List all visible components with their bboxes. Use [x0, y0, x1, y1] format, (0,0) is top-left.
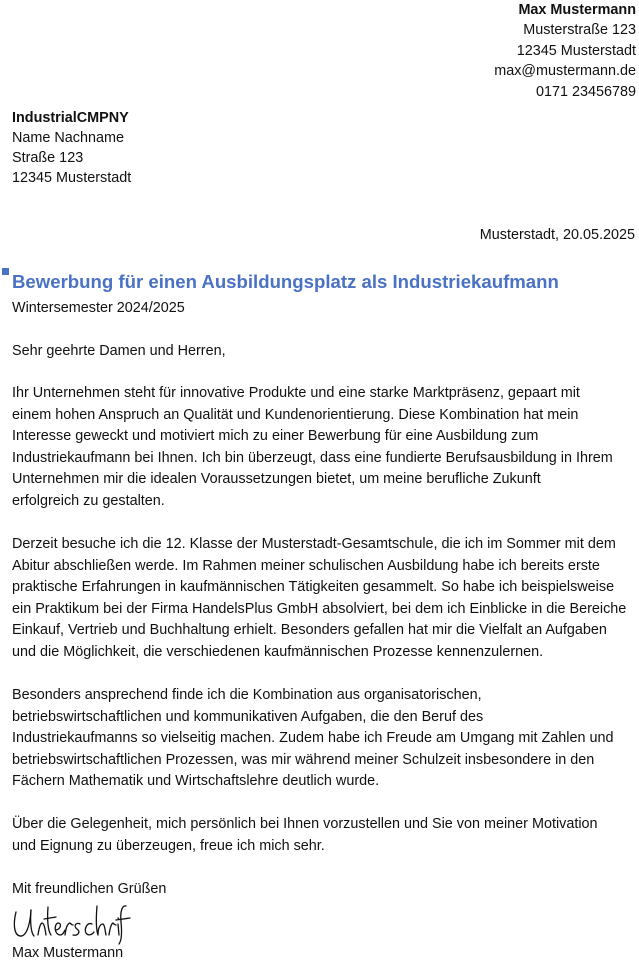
sender-city: 12345 Musterstadt: [516, 42, 636, 59]
recipient-contact: Name Nachname: [12, 130, 124, 146]
body-paragraph-4: [12, 814, 638, 857]
paragraph-line: Derzeit besuche ich die 12. Klasse der Musterstadt-Gesamtschule, die ich im Sommer mit dem: [12, 536, 616, 552]
paragraph-line: Ihr Unternehmen steht für innovative Produkte und eine starke Marktpräsenz, gepaart mit: [12, 385, 580, 401]
handwritten-signature: [10, 902, 132, 946]
paragraph-line: Fächern Mathematik und Wirtschaftslehre deutlich wurde.: [12, 773, 380, 789]
paragraph-line: betriebswirtschaftlichen Prozessen, was mir während meiner Schulzeit insbesondere in den: [12, 751, 595, 768]
body-paragraph-2: [12, 534, 638, 663]
sender-email: max@mustermann.de: [494, 63, 636, 80]
body-paragraph-1: [12, 383, 638, 512]
paragraph-line: und Eignung zu überzeugen, freue ich mich sehr.: [12, 837, 325, 854]
sender-block: [494, 0, 636, 102]
signer-name: Max Mustermann: [12, 945, 124, 961]
paragraph-line: betriebswirtschaftlichen und kommunikativen Aufgaben, die den Beruf des: [12, 708, 484, 725]
letter-subject: Bewerbung für einen Ausbildungsplatz als Industriekaufmann: [12, 271, 559, 292]
sender-phone: 0171 23456789: [535, 83, 636, 100]
paragraph-line: praktische Erfahrungen in kaufmännischen Tätigkeiten gesammelt. So habe ich beispielsweise: [12, 579, 615, 595]
letter-subline: Wintersemester 2024/2025: [12, 300, 185, 316]
paragraph-line: Industriekaufmann bei Ihnen. Ich bin überzeugt, dass eine fundierte Berufsausbildung in Ihrem: [12, 449, 613, 466]
body-paragraph-3: [12, 685, 638, 793]
paragraph-line: erfolgreich zu gestalten.: [12, 492, 165, 509]
paragraph-line: Einkauf, Vertrieb und Buchhaltung erhielt. Besonders gefallen hat mir die Vielfalt an Aufgaben: [12, 622, 607, 638]
recipient-block: [12, 108, 131, 188]
recipient-street: Straße 123: [12, 150, 84, 166]
closing: Mit freundlichen Grüßen: [12, 881, 167, 897]
paragraph-line: Interesse geweckt und motiviert mich zu einer Bewerbung für eine Ausbildung zum: [12, 428, 539, 444]
paragraph-line: Besonders ansprechend finde ich die Kombination aus organisatorischen,: [12, 687, 482, 703]
paragraph-line: Unternehmen mir die idealen Voraussetzungen bietet, um meine berufliche Zukunft: [12, 471, 541, 487]
salutation: Sehr geehrte Damen und Herren,: [12, 343, 226, 359]
recipient-city: 12345 Musterstadt: [12, 170, 132, 186]
paragraph-line: einem hohen Anspruch an Qualität und Kundenorientierung. Diese Kombination hat mein: [12, 406, 579, 423]
paragraph-line: ein Praktikum bei der Firma HandelsPlus GmbH absolviert, bei dem ich Einblicke in die Bereiche: [12, 600, 627, 617]
subject-marker-icon: [2, 268, 9, 275]
paragraph-line: Über die Gelegenheit, mich persönlich bei Ihnen vorzustellen und Sie von meiner Motivation: [12, 816, 598, 832]
paragraph-line: Industriekaufmanns so vielseitig machen. Zudem habe ich Freude am Umgang mit Zahlen und: [12, 730, 614, 746]
paragraph-line: und die Möglichkeit, die verschiedenen kaufmännischen Prozesse kennenzulernen.: [12, 643, 544, 660]
sender-name: Max Mustermann: [518, 2, 636, 18]
date-line: Musterstadt, 20.05.2025: [479, 227, 635, 243]
recipient-company: IndustrialCMPNY: [12, 110, 129, 126]
sender-street: Musterstraße 123: [523, 22, 636, 39]
paragraph-line: Abitur abschließen werde. Im Rahmen meiner schulischen Ausbildung habe ich bereits erste: [12, 557, 600, 574]
